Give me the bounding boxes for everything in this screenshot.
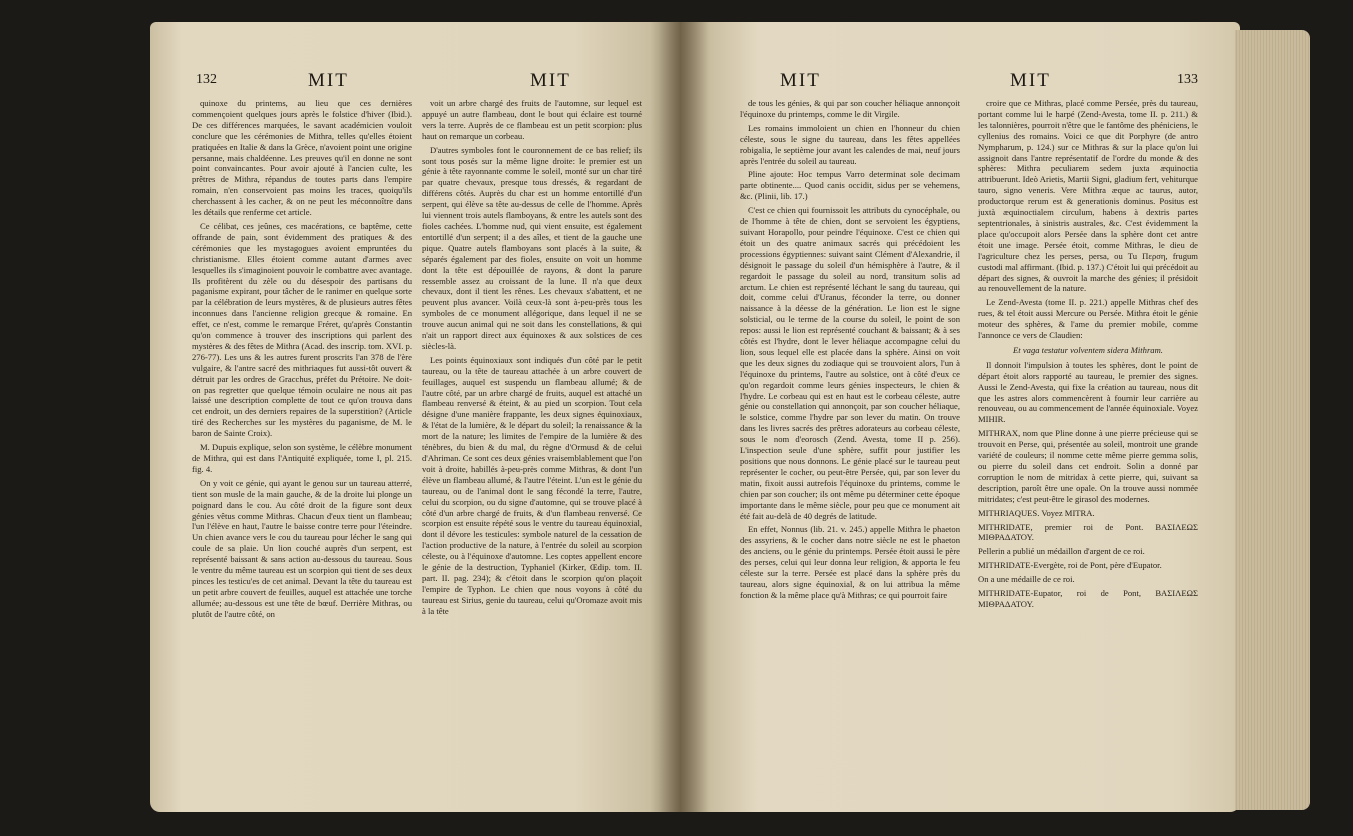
paragraph: Ce célibat, ces jeûnes, ces macérations, ce baptême, cette offrande de pain, sont évidemment des pratiques & des cérémonies que les mystagogues avoient empruntées du christianisme. Elles étoient comme autant d'armes avec lesquelles ils s'imaginoient pouvoir le combattre avec avantage. Ils profitèrent du zèle ou du désespoir des partisans du paganisme expirant, pour tâcher de le ranimer en quelque sorte par la célébration de leurs mystères, & de plusieurs autres fêtes inconnues dans l'ancienne religion grecque & romaine. En effet, ce n'est, comme le remarque Fréret, qu'après Constantin qu'on commence à trouver des inscriptions qui parlent des mystères & des fêtes de Mithra (Acad. des inscrip. tom. XVI. p. 276-77). Les uns & les autres furent proscrits l'an 378 de l'ère vulgaire, & l'antre sacré des mithriaques fut aussi-tôt ouvert & détruit par les ordres de Gracchus, préfet du Prétoire. Ne doit-on pas regretter que quelque témoin oculaire ne nous ait pas laissé une description complette de tout ce qu'on trouva dans cet endroit, un des derniers repaires de la superstition? (Article tiré des Recherches sur les mystères du paganisme, de M. le baron de Sainte Croix). [192, 220, 412, 439]
page-number: 133 [1177, 72, 1198, 87]
paragraph: quinoxe du printems, au lieu que ces dernières commençoient quelques jours après le folstice d'hiver (Ibid.). De ces différences marquées, le savant académicien vouloit conclure que les cérémonies de Mithra, telles qu'elles étoient pratiquées en Italie & dans la Grèce, n'avoient point une origine persanne, mais chaldéenne. Les preuves qu'il en donne ne sont point convaincantes. Pour avoir ajouté à l'ancien culte, les prêtres de Mithra, répandus de toutes parts dans l'empire romain, n'en conservoient pas moins les traces, quoiqu'ils cherchassent à les cacher, & on ne peut les méconnoître dans les détails que renferme cet article. [192, 98, 412, 218]
paragraph: D'autres symboles font le couronnement de ce bas relief; ils sont tous posés sur la même ligne droite: le premier est un génie à tête rayonnante comme le soleil, monté sur un char tiré par quatre chevaux, presque tous dressés, & regardant de différens côtés. Auprès du char est un homme entortillé d'un serpent, qui élève sa tête au-dessus de celle de l'homme. Après lui viennent trois autels flamboyans, & entre les autels sont des fioles cachées. L'homme nud, qui vient ensuite, est également entortillé d'un serpent; il a des aîles, et tient de la gauche une pique. Quatre autels flamboyans sont placés à la suite, & séparés également par des fioles, ensuite on voit un homme dont la tête est dépouillée de rayons, & dont la parure ressemble assez au croissant de la lune. Il n'a que deux chevaux, dont il tient les rênes. Les chevaux s'abattent, et ne peuvent plus avancer. Voilà ceux-là sont à-peu-près tous les symboles de ce monument allégorique, dans lequel il ne se trouve aucun animal qui ne soit dans les constellations, & qui n'ait un rapport direct aux équinoxes & aux solstices de ces siècles-là. [422, 144, 642, 351]
paragraph: Les romains immoloient un chien en l'honneur du chien céleste, sous le signe du taureau, dans les fêtes appellées robigalia, le septième jour avant les calendes de mai, neuf jours après l'entrée du soleil au taureau. [740, 122, 960, 166]
page-edges [1235, 30, 1310, 810]
paragraph: voit un arbre chargé des fruits de l'automne, sur lequel est appuyé un autre flambeau, dont le bout qui éclaire est tourné vers la terre. Auprès de ce flambeau est un petit scorpion: plus haut on remarque un corbeau. [422, 98, 642, 141]
left-page [150, 22, 680, 812]
paragraph: Et vaga testatur volventem sidera Mithram. [1013, 344, 1163, 355]
running-head: MIT [530, 70, 571, 91]
paragraph: de tous les génies, & qui par son coucher héliaque annonçoit l'équinoxe du printemps, comme le dit Virgile. [740, 98, 960, 119]
paragraph: Il donnoit l'impulsion à toutes les sphères, dont le point de départ étoit alors rapporté au taureau, le premier des signes. Aussi le Zend-Avesta, qui fixe la création au taureau, nous dit que les astres alors commencèrent à fournir leur carrière au renouveau, ou au commencement de l'année équinoxiale. Voyez MIHIR. [978, 359, 1198, 425]
text-column [192, 98, 412, 623]
book-spine [650, 22, 710, 812]
open-book [150, 22, 1300, 822]
text-column [740, 98, 960, 604]
paragraph: On y voit ce génie, qui ayant le genou sur un taureau atterré, tient son musle de la main gauche, & de la droite lui plonge un poignard dans le cou. Au côté droit de la figure sont deux génies vêtus comme Mithras. Chacun d'eux tient un flambeau; l'un l'élève en haut, l'autre le baisse contre terre pour l'éteindre. Un chien avance vers le cou du taureau pour lécher le sang qui coule de sa plaie. Un lion couché auprès d'un serpent, est représenté baissant & sans action au-dessous du taureau. Sous le ventre du même taureau est un scorpion qui tient de ses deux pinces les testicu'es de cet animal. Devant la tête du taureau est un petit arbre couvert de feuilles, auquel est attachée une torche allumée; au-dessous est une tête de bœuf. Derrière Mithras, ou plutôt de l'autre côté, on [192, 477, 412, 619]
paragraph: C'est ce chien qui fournissoit les attributs du cynocéphale, ou de l'homme à tête de chien, dont se servoient les égyptiens, suivant Horapollo, pour peindre l'équinoxe. C'est ce chien qui étoit un des quatre animaux sacrés qui précédoient les processions égyptiennes: suivant saint Clément d'Alexandrie, il désignoit le passage du soleil d'un hémisphère à l'autre, & il regardoit le passage du soleil au nord, transitum solis ad arctum. Le chien est représenté léchant le sang du taureau, qui doit, comme celui d'Uranus, féconder la terre, ou donner naissance à la déesse de la génération. Le lion est le signe solsticial, ou le terme de la course du soleil, le point de son repos: aussi le lion est représenté couchant & baissant; & à ses côtés est l'hydre, dont le lever héliaque accompagne celui du lion, sous lequel elle est placée dans la sphère. Ainsi on voit que les deux signes du zodiaque qui se trouvoient alors, l'un à l'équinoxe du printems, l'autre au solstice, ont à côté d'eux ce qu'on regardoit comme leurs génies inspecteurs, le chien & l'hydre. Le corbeau qui est en haut est le corbeau céleste, autre génie ou constellation qui annonçoit, par son coucher héliaque, le solstice, comme l'hydre par son lever du matin. On trouve dans les livres sacrés des prêtres adorateurs au corbeau céleste, sous le nom d'eorosch (Zend. Avesta, tome II p. 256). L'inspection seule d'une sphère, suffit pour justifier les positions que nous donnons. Le génie placé sur le taureau peut représenter le cocher, ou peut-être Persée, qui, par son lever du matin, fixoit aussi autrefois l'équinoxe du printems, comme le chien par son coucher; ils ont même pu déterminer cette époque importante dans le même siècle, pour peu que ce monument ait été fait au-delà de 40 degrés de latitude. [740, 205, 960, 521]
paragraph: Pellerin a publié un médaillon d'argent de ce roi. [978, 546, 1145, 557]
text-column [422, 98, 642, 620]
paragraph: M. Dupuis explique, selon son système, le célèbre monument de Mithra, qui est dans l'Antiquité expliquée, tome I, pl. 215. fig. 4. [192, 442, 412, 474]
paragraph: Les points équinoxiaux sont indiqués d'un côté par le petit taureau, ou la tête de taureau attachée à un arbre couvert de feuillages, auquel est suspendu un flambeau allumé; & de l'autre côté, par un arbre chargé de fruits, auquel est attaché un flambeau renversé & éteint, & au pied un scorpion. Tout cela désigne d'une manière frappante, les deux signes équinoxiaux, & l'état de la lumière, & le départ du soleil; la renaissance & la mort de la nature; les limites de l'empire de la lumière & des ténèbres, du bien & du mal, du règne d'Ormusd & de celui d'Ahriman. Ce sont ces deux génies vraisemblablement que l'on voit à droite, habillés à-peu-près comme Mithras, & dont l'un élève un flambeau allumé, & l'autre l'éteint. L'un est le génie du taureau, ou de l'animal dont le sang fécondé la terre, l'autre, celui du scorpion, ou du signe d'automne, qui se trouve placé à côté d'un arbre chargé de fruits, & d'un flambeau renversé. Ce scorpion est ensuite répété sous le ventre du taureau équinoxial, dont il dévore les testicules: symbole naturel de la cessation de l'action productive de la nature, à l'entrée du soleil au scorpion céleste, ou à l'équinoxe d'automne. Les coptes appellent encore le génie de la destruction, Typhaniel (Kirker, Œdip. tom. II. part. II. pag. 234); & c'étoit dans le scorpion qu'on plaçoit l'empire de Typhon. Le chien que nous voyons à côté du taureau est Sirius, genie du taureau, celui qu'Oromaze avoit mis à la tête [422, 354, 642, 616]
paragraph: MITHRIDATE-Eupator, roi de Pont, ΒΑΣΙΛΕΩΣ ΜΙΘΡΑΔΑΤΟΥ. [978, 588, 1198, 609]
running-head: MIT [308, 70, 349, 91]
paragraph: MITHRIDATE-Evergète, roi de Pont, père d'Eupator. [978, 560, 1162, 571]
running-head: MIT [780, 70, 821, 91]
text-column [978, 98, 1198, 613]
running-head: MIT [1010, 70, 1051, 91]
paragraph: MITHRAX, nom que Pline donne à une pierre précieuse qui se trouvoit en Perse, qui, présentée au soleil, montroit une grande variété de couleurs; il nomme cette même pierre gemma solis, ou pierre du soleil dans cet endroit. Solin a donné par corruption le nom de mitridax à cette pierre, qui, suivant sa description, paroît être une opale. On la trouve aussi nommée mitridates; c'est peut-être le girasol des modernes. [978, 428, 1198, 504]
page-number: 132 [196, 72, 217, 87]
paragraph: Le Zend-Avesta (tome II. p. 221.) appelle Mithras chef des rues, & tel étoit aussi Mercure ou Persée. Mithra étoit le génie moteur des sphères, & l'ame du premier mobile, comme l'annonce ce vers de Claudien: [978, 297, 1198, 341]
paragraph: MITHRIDATE, premier roi de Pont. ΒΑΣΙΛΕΩΣ ΜΙΘΡΑΔΑΤΟΥ. [978, 521, 1198, 543]
paragraph: En effet, Nonnus (lib. 21. v. 245.) appelle Mithra le phaeton des assyriens, & le cocher dans notre siècle ne est le phaeton des anciens, ou le génie du printemps. Persée étoit aussi le père des perses, celui qui leur donna leur religion, & apporta le feu céleste sur la terre. Persée est placé dans la sphère près du taureau, alors signe équinoxial, & on lui attribua la même fonction & la même place qu'à Mithras; ce qui pourroit faire [740, 524, 960, 600]
paragraph: croire que ce Mithras, placé comme Persée, près du taureau, portant comme lui le harpé (Zend-Avesta, tome II. p. 211.) & les talonnières, pourroit n'être que le fantôme des phéniciens, le cyllenius des romains. Voici ce que dit Porphyre (de antro Nympharum, p. 124.) sur ce Mithras & sur la place qu'on lui assignoit dans l'antre représentatif de l'ordre du monde & des sphères: Mithra peculiarem sedem juxta æquinoctia attribuerunt. Ideò Arietis, Martii Signi, gladium fert, vehiturque tauro, signo veneris. Vere Mithra æque ac taurus, autor, productorque rerum est & generationis dominus. Positus est juxtà æquinoctialem circulum, habens à dextris partes septentrionales, à sinistris australes, &c. C'est évidemment la place qu'occupoit alors Persée dans la sphère dont cet antre étoit une image. Persée étoit, comme Mithras, le dieu de l'agriculture chez les perses, persa, ou Tu Περση, frugum custodi mal affirmant. (Ibid. p. 137.) C'étoit lui qui précédoit au départ des signes, & ouvroit la marche des génies; il présidoit au renouvellement de la nature. [978, 98, 1198, 294]
right-page [680, 22, 1240, 812]
paragraph: Pline ajoute: Hoc tempus Varro determinat sole decimam parte obtinente.... Quod canis occidit, sidus per se vehemens, &c. (Plinii, lib. 17.) [740, 169, 960, 202]
paragraph: MITHRIAQUES. Voyez MITRA. [978, 507, 1095, 518]
paragraph: On a une médaille de ce roi. [978, 574, 1075, 585]
